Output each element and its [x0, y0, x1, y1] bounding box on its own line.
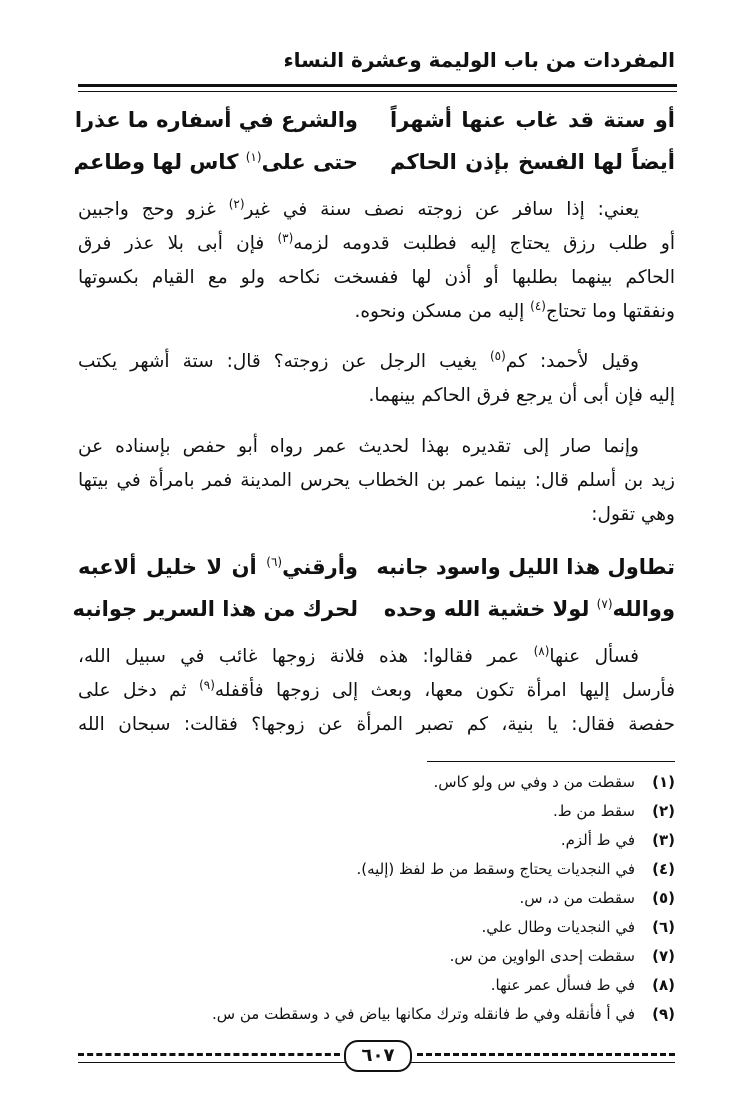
footnote-text: سقطت إحدى الواوين من س.: [449, 947, 635, 965]
page-number: ٦٠٧: [344, 1040, 412, 1072]
verse-text: أن لا خليل ألاعبه: [78, 555, 267, 579]
poem-line: [78, 546, 675, 588]
footnote-text: سقطت من د وفي س ولو كاس.: [433, 773, 635, 791]
poem-block-1: [73, 99, 675, 183]
footnote-ref[interactable]: (٨): [533, 643, 550, 658]
footnote-number: (٢): [652, 802, 675, 820]
running-header: المفردات من باب الوليمة وعشرة النساء: [283, 48, 675, 72]
footer-rule-right: [417, 1053, 675, 1056]
text-line: حفصة فقال: يا بنية، كم تصبر المرأة عن زوجها؟ فقالت: سبحان الله: [78, 714, 675, 735]
footnote-item: [78, 768, 675, 797]
footnote-item: [78, 971, 675, 1000]
text-run: فإن أبى بلا عذر فرق: [78, 233, 278, 254]
footnote-number: (٤): [652, 860, 675, 878]
text-run: إليه من مسكن ونحوه.: [354, 301, 531, 322]
footnote-ref[interactable]: (٤): [530, 298, 546, 313]
poem-hemistich-second: [73, 150, 358, 174]
text-run: يغيب الرجل عن زوجته؟ قال: ستة أشهر يكتب: [78, 351, 490, 372]
footnote-text: في ط فسأل عمر عنها.: [490, 976, 635, 994]
poem-hemistich-first: تطاول هذا الليل واسود جانبه: [376, 555, 675, 579]
text-line: [78, 193, 675, 227]
footnote-item: [78, 913, 675, 942]
footnote-item: [78, 884, 675, 913]
footnotes-list: [78, 768, 675, 1029]
verse-text: ووالله: [612, 597, 675, 621]
text-line: [78, 345, 675, 379]
verse-text: حتى على: [261, 150, 358, 174]
footnote-ref[interactable]: (٩): [199, 677, 215, 692]
footnote-number: (٧): [652, 947, 675, 965]
text-line: زيد بن أسلم قال: بينما عمر بن الخطاب يحرس المدينة فمر بامرأة في بيتها: [78, 470, 675, 491]
footnote-number: (١): [652, 773, 675, 791]
header-rule-thick: [78, 84, 677, 87]
text-line: [78, 674, 675, 708]
text-run: عمر فقالوا: هذه فلانة زوجها غائب في سبيل الله،: [78, 646, 534, 667]
footnote-number: (٨): [652, 976, 675, 994]
text-line: وإنما صار إلى تقديره بهذا لحديث عمر رواه أبو حفص بإسناده عن: [78, 436, 639, 457]
text-run: ثم دخل على: [78, 680, 200, 701]
footnote-text: في النجديات وطال علي.: [481, 918, 635, 936]
poem-block-2: [72, 546, 675, 630]
text-run: ونفقتها وما تحتاج: [545, 301, 675, 322]
footnote-text: في النجديات يحتاج وسقط من ط لفظ (إليه).: [356, 860, 635, 878]
text-line: إليه فإن أبى أن يرجع فرق الحاكم بينهما.: [368, 385, 675, 406]
text-run: فسأل عنها: [549, 646, 639, 667]
footnote-ref[interactable]: (٣): [277, 230, 294, 245]
footnote-ref[interactable]: (١): [245, 150, 262, 164]
verse-text: لولا خشية الله وحده: [383, 597, 597, 621]
poem-line: [73, 141, 675, 183]
text-line: وهي تقول:: [591, 504, 675, 525]
poem-line: [74, 99, 675, 141]
footnote-number: (٩): [652, 1005, 675, 1023]
poem-hemistich-first: [383, 597, 675, 621]
text-line: الحاكم بينهما بطلبها أو أذن لها ففسخت نكاحه ولو مع القيام بكسوتها: [78, 267, 675, 288]
footer-rule-left: [78, 1053, 340, 1056]
footnote-item: [78, 826, 675, 855]
poem-hemistich-second: لحرك من هذا السرير جوانبه: [72, 597, 358, 621]
footnote-item: [78, 855, 675, 884]
poem-hemistich-first: أو ستة قد غاب عنها أشهراً: [390, 108, 675, 132]
paragraph-2: [78, 345, 675, 413]
footnote-text: في أ فأنقله وفي ط فانقله وترك مكانها بياض في د وسقطت من س.: [212, 1005, 635, 1023]
paragraph-1: [78, 193, 675, 329]
footnote-ref[interactable]: (٦): [266, 555, 283, 569]
header-rule-thin: [78, 91, 677, 92]
footnote-item: [78, 942, 675, 971]
text-run: أو طلب رزق يحتاج إليه فطلبت قدومه لزمه: [293, 233, 675, 254]
poem-line: [72, 588, 675, 630]
footnote-item: [78, 1000, 675, 1029]
text-line: [78, 640, 675, 674]
footnote-ref[interactable]: (٧): [596, 597, 613, 611]
poem-hemistich-second: [78, 555, 358, 579]
poem-hemistich-first: أيضاً لها الفسخ بإذن الحاكم: [390, 150, 675, 174]
text-run: فأرسل إليها امرأة تكون معها، وبعث إلى زوجها فأقفله: [214, 680, 676, 701]
footnote-item: [78, 797, 675, 826]
text-run: غزو وحج واجبين: [78, 199, 229, 220]
footnote-number: (٣): [652, 831, 675, 849]
paragraph-3: [78, 430, 675, 532]
footnote-number: (٥): [652, 889, 675, 907]
footnote-ref[interactable]: (٥): [489, 348, 506, 363]
text-line: [78, 295, 675, 329]
paragraph-4: [78, 640, 675, 742]
text-run: وقيل لأحمد: كم: [505, 351, 639, 372]
footnote-text: في ط ألزم.: [560, 831, 635, 849]
text-line: [78, 227, 675, 261]
footnote-number: (٦): [652, 918, 675, 936]
footnote-text: سقط من ط.: [552, 802, 635, 820]
verse-text: وأرقني: [282, 555, 358, 579]
text-run: يعني: إذا سافر عن زوجته نصف سنة في غير: [244, 199, 639, 220]
footnote-ref[interactable]: (٢): [228, 196, 245, 211]
poem-hemistich-second: والشرع في أسفاره ما عذرا: [74, 108, 358, 132]
verse-text: كاس لها وطاعم: [73, 150, 246, 174]
footnote-text: سقطت من د، س.: [519, 889, 635, 907]
footnote-separator: [427, 761, 675, 762]
